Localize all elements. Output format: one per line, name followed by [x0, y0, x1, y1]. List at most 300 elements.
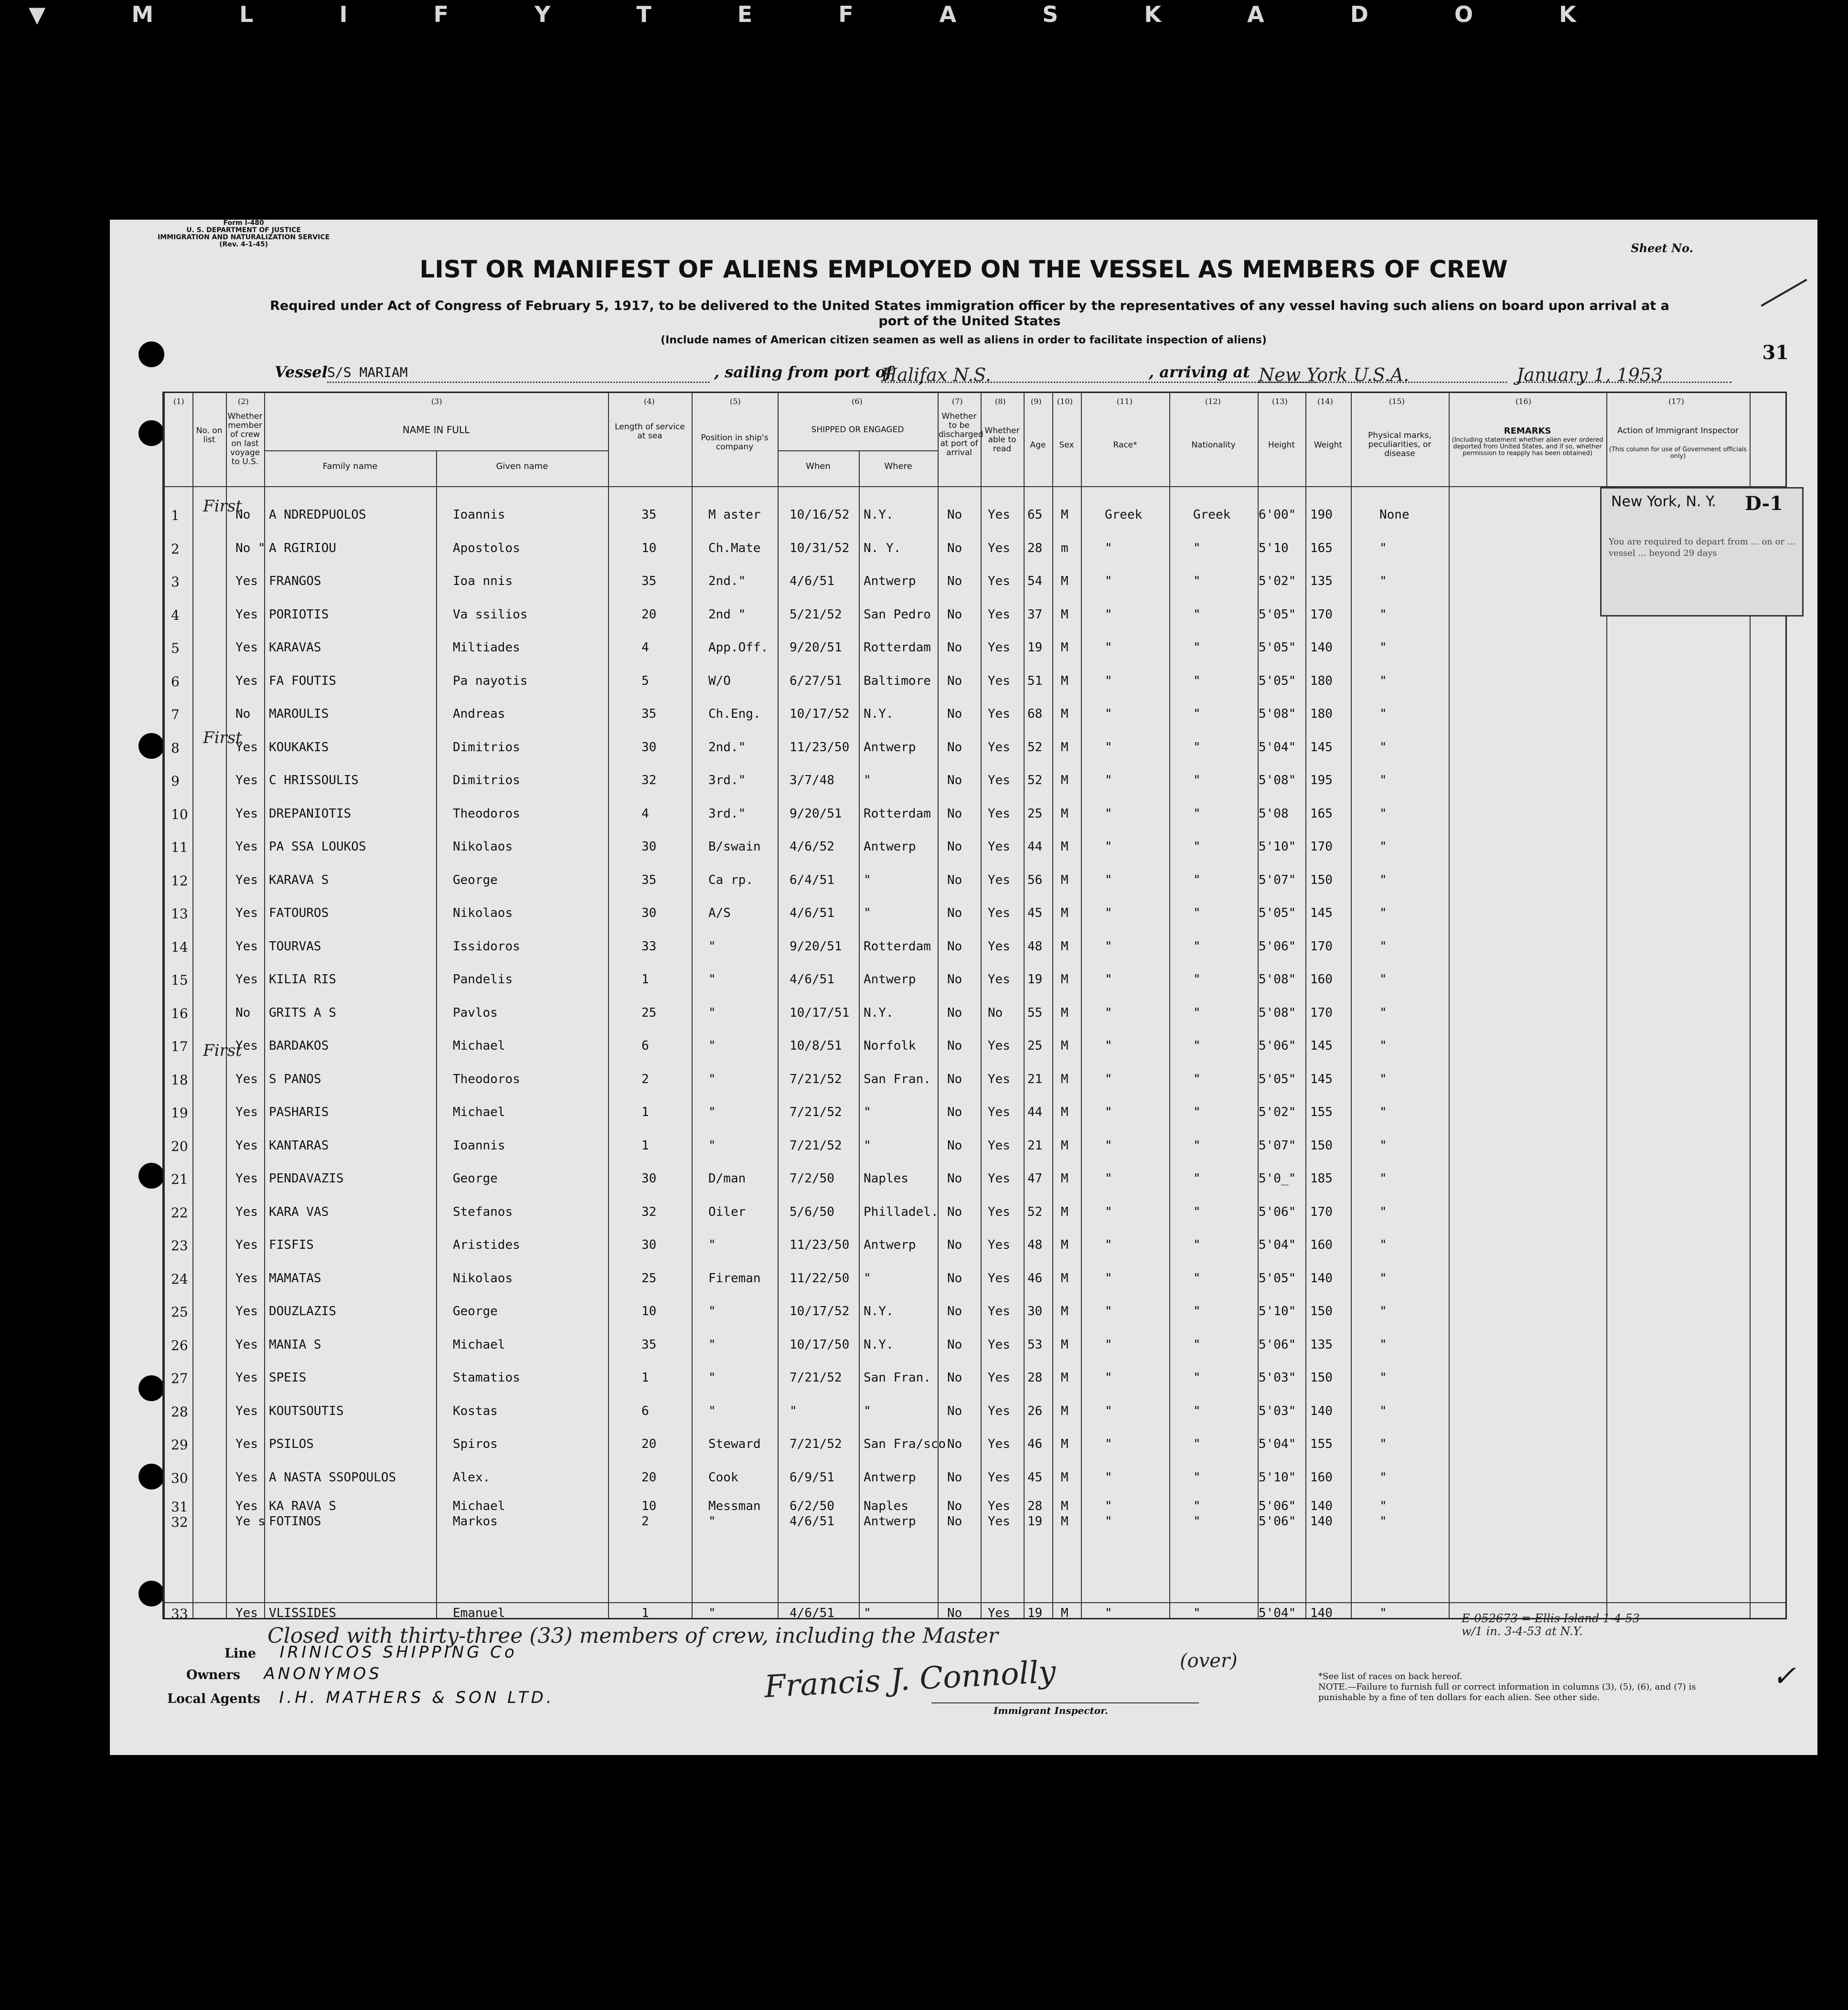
- last-voyage: Yes: [235, 574, 258, 588]
- row-number: 30: [171, 1470, 188, 1486]
- col-number: (16): [1516, 397, 1531, 406]
- age: 48: [1027, 939, 1043, 954]
- weight: 140: [1310, 640, 1333, 655]
- to-be-discharged: No: [947, 1039, 962, 1053]
- punch-hole: [139, 1163, 164, 1189]
- length-of-service: 35: [641, 1337, 657, 1352]
- age: 19: [1027, 640, 1043, 655]
- sex: M: [1061, 1138, 1068, 1153]
- header-divider: [164, 486, 1785, 487]
- inspection-stamp: [1600, 487, 1804, 617]
- race: ": [1105, 872, 1112, 887]
- sex: M: [1061, 972, 1068, 987]
- last-voyage: Yes: [235, 1437, 258, 1451]
- height: 5'03": [1259, 1371, 1296, 1385]
- sex: M: [1061, 773, 1068, 787]
- height: 5'05": [1259, 1271, 1296, 1286]
- shipped-when: 9/20/51: [790, 939, 842, 954]
- race: ": [1105, 541, 1112, 555]
- to-be-discharged: No: [947, 673, 962, 688]
- sex: M: [1061, 1039, 1068, 1053]
- weight: 160: [1310, 1470, 1333, 1485]
- height: 5'08: [1259, 806, 1289, 821]
- age: 21: [1027, 1138, 1043, 1153]
- family-name: GRITS A S: [269, 1005, 336, 1020]
- row-number: 28: [171, 1404, 188, 1420]
- height: 5'05": [1259, 607, 1296, 622]
- able-to-read: Yes: [988, 574, 1010, 588]
- vessel-name: S/S MARIAM: [327, 364, 709, 383]
- position: 2nd ": [708, 607, 746, 622]
- to-be-discharged: No: [947, 1470, 962, 1485]
- requirement-text: Required under Act of Congress of February 5, 1917, to be delivered to the United States immigration officer by the representatives of any vessel having such aliens on board upon arrival at a port of the United States: [270, 298, 1669, 329]
- shipped-when: 10/17/50: [790, 1337, 850, 1352]
- physical-marks: ": [1379, 1404, 1387, 1418]
- last-voyage: Yes: [235, 939, 258, 954]
- to-be-discharged: No: [947, 1437, 962, 1451]
- sex: M: [1061, 939, 1068, 954]
- to-be-discharged: No: [947, 1371, 962, 1385]
- row-number: 29: [171, 1437, 188, 1453]
- length-of-service: 30: [641, 906, 657, 920]
- nationality: ": [1193, 1499, 1201, 1513]
- shipped-where: San Fran.: [864, 1371, 931, 1385]
- col-divider: [164, 393, 165, 1618]
- closing-statement: Closed with thirty-three (33) members of crew, including the Master: [267, 1624, 998, 1648]
- last-voyage: Yes: [235, 840, 258, 854]
- col-divider: [692, 393, 693, 1618]
- physical-marks: ": [1379, 1437, 1387, 1451]
- family-name: KILIA RIS: [269, 972, 336, 987]
- col-header-given: Given name: [496, 461, 548, 471]
- age: 25: [1027, 806, 1043, 821]
- row-number: 26: [171, 1337, 188, 1353]
- family-name: S PANOS: [269, 1072, 321, 1086]
- sex: M: [1061, 1404, 1068, 1418]
- weight: 150: [1310, 1371, 1333, 1385]
- physical-marks: ": [1379, 541, 1387, 555]
- shipped-where: Antwerp: [864, 840, 916, 854]
- family-name: C HRISSOULIS: [269, 773, 359, 787]
- punch-hole: [139, 733, 164, 759]
- vessel-label: Vessel: [275, 363, 328, 381]
- sex: M: [1061, 1304, 1068, 1319]
- to-be-discharged: No: [947, 1404, 962, 1418]
- height: 5'04": [1259, 1437, 1296, 1451]
- length-of-service: 5: [641, 673, 649, 688]
- height: 5'06": [1259, 1039, 1296, 1053]
- shipped-where: Antwerp: [864, 740, 916, 755]
- position: Steward: [708, 1437, 761, 1451]
- position: 2nd.": [708, 574, 746, 588]
- shipped-when: 11/23/50: [790, 1238, 850, 1252]
- col-header-read: Whether able to read: [984, 426, 1020, 454]
- weight: 140: [1310, 1606, 1333, 1620]
- shipped-where: ": [864, 906, 871, 920]
- able-to-read: Yes: [988, 508, 1010, 522]
- height: 6'00": [1259, 508, 1296, 522]
- punch-hole: [139, 1581, 164, 1606]
- length-of-service: 10: [641, 1304, 657, 1319]
- col-divider: [859, 450, 860, 1618]
- name-subheader-line: [264, 450, 608, 451]
- able-to-read: Yes: [988, 939, 1010, 954]
- height: 5'02": [1259, 1105, 1296, 1119]
- able-to-read: Yes: [988, 773, 1010, 787]
- race: ": [1105, 906, 1112, 920]
- last-voyage: Yes: [235, 1304, 258, 1319]
- shipped-when: 6/9/51: [790, 1470, 834, 1485]
- nationality: ": [1193, 1606, 1201, 1620]
- form-identifier: Form I-480 U. S. DEPARTMENT OF JUSTICE IMMIGRATION AND NATURALIZATION SERVICE (Rev. 4-1-45): [158, 219, 330, 248]
- col-divider: [1024, 393, 1025, 1618]
- race: ": [1105, 640, 1112, 655]
- shipped-when: 4/6/51: [790, 906, 834, 920]
- height: 5'06": [1259, 1499, 1296, 1513]
- sex: M: [1061, 1204, 1068, 1219]
- family-name: DOUZLAZIS: [269, 1304, 336, 1319]
- first-mark: First: [203, 497, 242, 516]
- age: 56: [1027, 872, 1043, 887]
- age: 53: [1027, 1337, 1043, 1352]
- stamp-code: D-1: [1745, 492, 1783, 515]
- length-of-service: 1: [641, 1606, 649, 1620]
- able-to-read: Yes: [988, 1499, 1010, 1513]
- col-header-race: Race*: [1113, 440, 1137, 450]
- able-to-read: Yes: [988, 872, 1010, 887]
- shipped-when: 10/16/52: [790, 508, 850, 522]
- row-number: 13: [171, 906, 188, 922]
- col-number: (1): [173, 397, 184, 406]
- shipped-where: Baltimore: [864, 673, 931, 688]
- nationality: ": [1193, 574, 1201, 588]
- shipped-where: Rotterdam: [864, 640, 931, 655]
- shipped-where: Naples: [864, 1499, 908, 1513]
- race: ": [1105, 972, 1112, 987]
- height: 5'06": [1259, 1204, 1296, 1219]
- race: ": [1105, 574, 1112, 588]
- age: 46: [1027, 1271, 1043, 1286]
- able-to-read: Yes: [988, 673, 1010, 688]
- sailing-port: Halifax N.S.: [881, 364, 1316, 383]
- weight: 170: [1310, 840, 1333, 854]
- row-number: 18: [171, 1072, 188, 1088]
- footer-notes: [1318, 1671, 1729, 1703]
- to-be-discharged: No: [947, 1606, 962, 1620]
- able-to-read: Yes: [988, 806, 1010, 821]
- shipped-when: 10/8/51: [790, 1039, 842, 1053]
- race: ": [1105, 1514, 1112, 1529]
- nationality: ": [1193, 640, 1201, 655]
- given-name: Stamatios: [453, 1371, 520, 1385]
- weight: 145: [1310, 1039, 1333, 1053]
- sex: M: [1061, 640, 1068, 655]
- family-name: FOTINOS: [269, 1514, 321, 1529]
- include-note: (Include names of American citizen seamen as well as aliens in order to facilitate inspection of aliens): [661, 334, 1267, 346]
- given-name: Ioannis: [453, 508, 505, 522]
- row-number: 27: [171, 1371, 188, 1386]
- punch-hole: [139, 1375, 164, 1401]
- sex: M: [1061, 673, 1068, 688]
- col-header-service: Length of service at sea: [615, 422, 685, 441]
- given-name: Ioa nnis: [453, 574, 513, 588]
- nationality: ": [1193, 1138, 1201, 1153]
- to-be-discharged: No: [947, 972, 962, 987]
- family-name: MAMATAS: [269, 1271, 321, 1286]
- given-name: Miltiades: [453, 640, 520, 655]
- length-of-service: 4: [641, 640, 649, 655]
- height: 5'03": [1259, 1404, 1296, 1418]
- weight: 145: [1310, 906, 1333, 920]
- first-mark: First: [203, 1041, 242, 1060]
- race: ": [1105, 1138, 1112, 1153]
- length-of-service: 1: [641, 1138, 649, 1153]
- sex: M: [1061, 740, 1068, 755]
- sex: M: [1061, 1238, 1068, 1252]
- position: Messman: [708, 1499, 761, 1513]
- row-number: 16: [171, 1005, 188, 1021]
- col-divider: [436, 450, 437, 1618]
- shipped-when: 11/23/50: [790, 740, 850, 755]
- stamp-city: New York, N. Y.: [1611, 493, 1716, 510]
- shipped-where: N.Y.: [864, 1337, 894, 1352]
- physical-marks: ": [1379, 773, 1387, 787]
- row-number: 14: [171, 939, 188, 955]
- nationality: ": [1193, 906, 1201, 920]
- given-name: Michael: [453, 1337, 505, 1352]
- manifest-sheet: [110, 220, 1817, 1755]
- shipped-when: 4/6/51: [790, 972, 834, 987]
- to-be-discharged: No: [947, 1204, 962, 1219]
- position: ": [708, 1304, 716, 1319]
- length-of-service: 20: [641, 1470, 657, 1485]
- race-note: *See list of races on back hereof.: [1318, 1671, 1463, 1681]
- position: Cook: [708, 1470, 738, 1485]
- family-name: PSILOS: [269, 1437, 314, 1451]
- nationality: ": [1193, 1204, 1201, 1219]
- able-to-read: Yes: [988, 1371, 1010, 1385]
- family-name: KA RAVA S: [269, 1499, 336, 1513]
- col-header-action-sub: (This column for use of Government officials only): [1609, 446, 1747, 460]
- weight: 140: [1310, 1404, 1333, 1418]
- last-voyage: Yes: [235, 1371, 258, 1385]
- height: 5'10": [1259, 1470, 1296, 1485]
- shipped-when: 6/2/50: [790, 1499, 834, 1513]
- position: M aster: [708, 508, 761, 522]
- able-to-read: Yes: [988, 607, 1010, 622]
- crew-table: [162, 392, 1787, 1622]
- weight: 140: [1310, 1271, 1333, 1286]
- shipped-when: 10/31/52: [790, 541, 850, 555]
- nationality: ": [1193, 840, 1201, 854]
- shipped-when: 7/21/52: [790, 1138, 842, 1153]
- race: ": [1105, 1470, 1112, 1485]
- punch-hole: [139, 1464, 164, 1489]
- given-name: Pandelis: [453, 972, 513, 987]
- nationality: ": [1193, 1514, 1201, 1529]
- last-voyage: Yes: [235, 1271, 258, 1286]
- sex: M: [1061, 840, 1068, 854]
- physical-marks: ": [1379, 1514, 1387, 1529]
- agents-label: Local Agents: [167, 1691, 260, 1706]
- to-be-discharged: No: [947, 1514, 962, 1529]
- row-number: 23: [171, 1238, 188, 1254]
- nationality: ": [1193, 1337, 1201, 1352]
- length-of-service: 35: [641, 707, 657, 721]
- height: 5'05": [1259, 640, 1296, 655]
- height: 5'02": [1259, 574, 1296, 588]
- nationality: ": [1193, 607, 1201, 622]
- arriving-label: , arriving at: [1149, 363, 1250, 381]
- nationality: ": [1193, 1005, 1201, 1020]
- shipped-when: 5/6/50: [790, 1204, 834, 1219]
- able-to-read: Yes: [988, 1072, 1010, 1086]
- family-name: FATOUROS: [269, 906, 329, 920]
- to-be-discharged: No: [947, 773, 962, 787]
- given-name: Andreas: [453, 707, 505, 721]
- age: 48: [1027, 1238, 1043, 1252]
- length-of-service: 33: [641, 939, 657, 954]
- col-number: (8): [995, 397, 1006, 406]
- age: 68: [1027, 707, 1043, 721]
- length-of-service: 10: [641, 1499, 657, 1513]
- given-name: Apostolos: [453, 541, 520, 555]
- family-name: PORIOTIS: [269, 607, 329, 622]
- physical-marks: ": [1379, 1304, 1387, 1319]
- shipped-when: 10/17/52: [790, 1304, 850, 1319]
- height: 5'05": [1259, 673, 1296, 688]
- col-divider: [1169, 393, 1170, 1618]
- to-be-discharged: No: [947, 906, 962, 920]
- able-to-read: Yes: [988, 541, 1010, 555]
- position: Ch.Eng.: [708, 707, 761, 721]
- race: ": [1105, 840, 1112, 854]
- family-name: DREPANIOTIS: [269, 806, 352, 821]
- length-of-service: 30: [641, 1238, 657, 1252]
- position: 3rd.": [708, 773, 746, 787]
- sex: M: [1061, 1371, 1068, 1385]
- able-to-read: Yes: [988, 1039, 1010, 1053]
- weight: 160: [1310, 972, 1333, 987]
- row-number: 24: [171, 1271, 188, 1287]
- able-to-read: Yes: [988, 640, 1010, 655]
- nationality: ": [1193, 740, 1201, 755]
- owners-value: ANONYMOS: [264, 1664, 382, 1683]
- col-header-height: Height: [1268, 440, 1295, 450]
- weight: 190: [1310, 508, 1333, 522]
- col-number: (13): [1272, 397, 1288, 406]
- last-voyage: Yes: [235, 1171, 258, 1186]
- stamp-text: You are required to depart from ... on or ... vessel ... beyond 29 days: [1609, 537, 1795, 558]
- nationality: ": [1193, 1171, 1201, 1186]
- height: 5'08": [1259, 972, 1296, 987]
- col-number: (4): [644, 397, 655, 406]
- given-name: Kostas: [453, 1404, 498, 1418]
- family-name: KOUKAKIS: [269, 740, 329, 755]
- arriving-port: New York U.S.A.: [1259, 364, 1507, 383]
- length-of-service: 30: [641, 1171, 657, 1186]
- col-divider: [226, 393, 227, 1618]
- shipped-when: ": [790, 1404, 797, 1418]
- shipped-where: Antwerp: [864, 574, 916, 588]
- row-number: 32: [171, 1514, 188, 1530]
- nationality: ": [1193, 1404, 1201, 1418]
- weight: 140: [1310, 1499, 1333, 1513]
- age: 44: [1027, 1105, 1043, 1119]
- physical-marks: ": [1379, 1005, 1387, 1020]
- penalty-note: NOTE.—Failure to furnish full or correct information in columns (3), (5), (6), and (7) is punishable by a fine of ten dollars for each alien. See other side.: [1318, 1682, 1696, 1702]
- last-voyage: Yes: [235, 1138, 258, 1153]
- family-name: A NDREDPUOLOS: [269, 508, 366, 522]
- col-divider: [1351, 393, 1352, 1618]
- nationality: ": [1193, 1072, 1201, 1086]
- height: 5'05": [1259, 906, 1296, 920]
- last-voyage: Yes: [235, 1039, 258, 1053]
- able-to-read: Yes: [988, 1271, 1010, 1286]
- race: ": [1105, 1304, 1112, 1319]
- to-be-discharged: No: [947, 1105, 962, 1119]
- sex: M: [1061, 1105, 1068, 1119]
- last-voyage: Yes: [235, 1337, 258, 1352]
- shipped-when: 7/21/52: [790, 1072, 842, 1086]
- family-name: KARAVAS: [269, 640, 321, 655]
- position: ": [708, 1138, 716, 1153]
- row-33-remark: E-052673 = Ellis Island 1-4-53: [1462, 1612, 1640, 1625]
- row-number: 7: [171, 707, 180, 723]
- position: 2nd.": [708, 740, 746, 755]
- col-header-weight: Weight: [1314, 440, 1343, 450]
- age: 37: [1027, 607, 1043, 622]
- to-be-discharged: No: [947, 939, 962, 954]
- row-number: 22: [171, 1204, 188, 1221]
- over-note: (over): [1180, 1650, 1238, 1672]
- age: 30: [1027, 1304, 1043, 1319]
- row-number: 19: [171, 1105, 188, 1121]
- line-label: Line: [224, 1646, 256, 1661]
- given-name: Pavlos: [453, 1005, 498, 1020]
- physical-marks: ": [1379, 1271, 1387, 1286]
- shipped-where: Antwerp: [864, 1238, 916, 1252]
- weight: 155: [1310, 1437, 1333, 1451]
- shipped-where: ": [864, 773, 871, 787]
- shipped-when: 9/20/51: [790, 640, 842, 655]
- weight: 135: [1310, 1337, 1333, 1352]
- shipped-where: N.Y.: [864, 707, 894, 721]
- nationality: ": [1193, 1437, 1201, 1451]
- row-number: 33: [171, 1606, 188, 1622]
- position: ": [708, 1514, 716, 1529]
- weight: 170: [1310, 939, 1333, 954]
- able-to-read: Yes: [988, 840, 1010, 854]
- col-number: (9): [1031, 397, 1042, 406]
- physical-marks: ": [1379, 906, 1387, 920]
- race: Greek: [1105, 508, 1143, 522]
- given-name: Pa nayotis: [453, 673, 528, 688]
- able-to-read: Yes: [988, 1238, 1010, 1252]
- given-name: Michael: [453, 1499, 505, 1513]
- to-be-discharged: No: [947, 574, 962, 588]
- sex: M: [1061, 1606, 1068, 1620]
- shipped-where: Rotterdam: [864, 806, 931, 821]
- race: ": [1105, 740, 1112, 755]
- position: ": [708, 939, 716, 954]
- weight: 150: [1310, 1304, 1333, 1319]
- row-33-remark-2: w/1 in. 3-4-53 at N.Y.: [1462, 1625, 1583, 1638]
- physical-marks: ": [1379, 1606, 1387, 1620]
- shipped-when: 7/21/52: [790, 1437, 842, 1451]
- race: ": [1105, 1437, 1112, 1451]
- last-voyage: Yes: [235, 906, 258, 920]
